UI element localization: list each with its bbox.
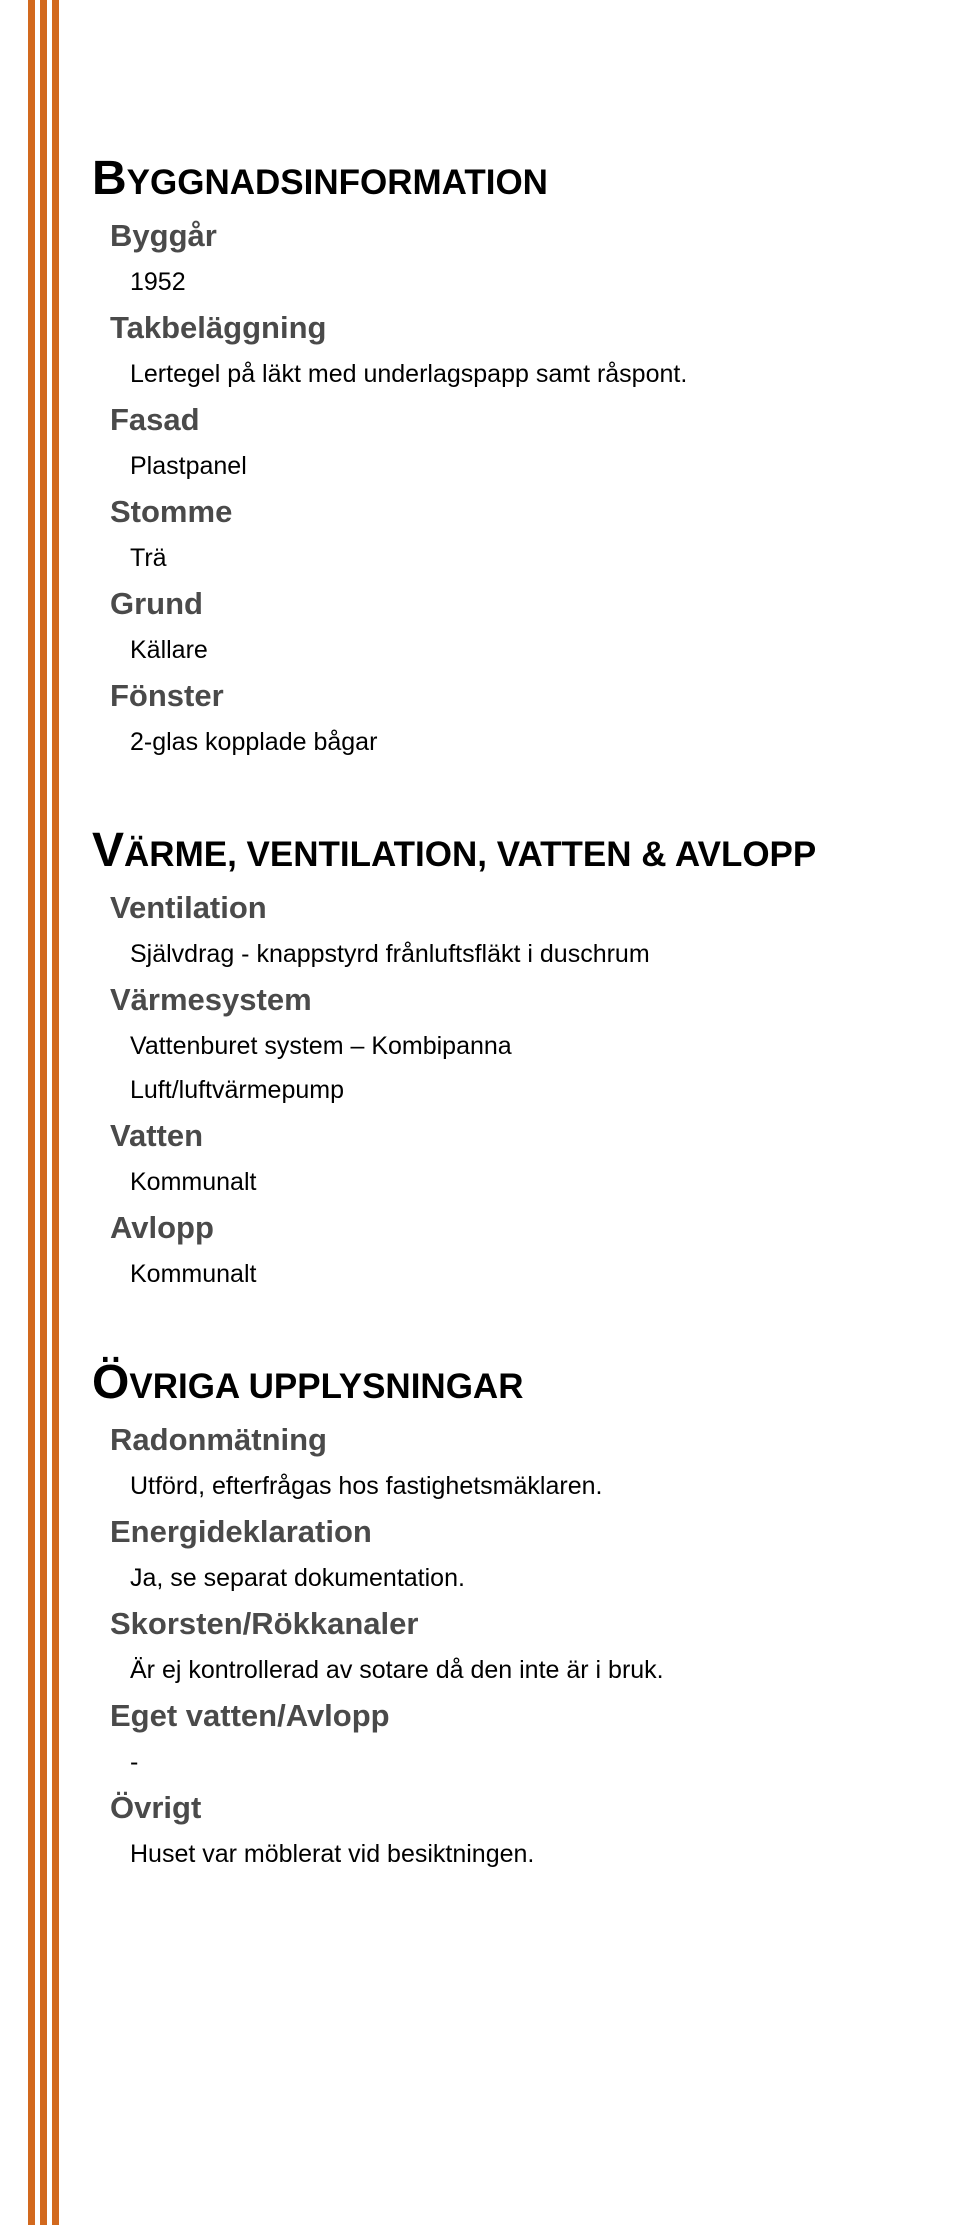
field-value: Huset var möblerat vid besiktningen. [130, 1840, 535, 1868]
field-varmesystem [110, 976, 942, 1112]
field-label: Stomme [110, 494, 233, 529]
decorative-stripe-2 [40, 0, 47, 2225]
field-label: Fönster [110, 678, 224, 713]
field-value: Utförd, efterfrågas hos fastighetsmäklaren. [130, 1472, 603, 1500]
field-label: Byggår [110, 218, 217, 253]
field-value: Självdrag - knappstyrd frånluftsfläkt i duschrum [130, 940, 650, 968]
field-skorsten [110, 1600, 942, 1692]
field-label: Fasad [110, 402, 200, 437]
field-energideklaration [110, 1508, 942, 1600]
field-label: Takbeläggning [110, 310, 327, 345]
field-label: Övrigt [110, 1790, 202, 1825]
field-label: Grund [110, 586, 203, 621]
section-title: VÄRME, VENTILATION, VATTEN & AVLOPP [92, 824, 817, 877]
field-avlopp [110, 1204, 942, 1296]
field-label: Energideklaration [110, 1514, 372, 1549]
field-value: Källare [130, 636, 208, 664]
field-value: Plastpanel [130, 452, 247, 480]
field-takbelaggning [110, 304, 942, 396]
field-fonster [110, 672, 942, 764]
document-content [92, 150, 942, 1934]
section-ovriga-upplysningar [92, 1354, 942, 1876]
field-value: Trä [130, 544, 167, 572]
field-value: 2-glas kopplade bågar [130, 728, 378, 756]
decorative-stripe-3 [52, 0, 59, 2225]
field-label: Avlopp [110, 1210, 214, 1245]
field-value: Kommunalt [130, 1260, 257, 1288]
field-label: Radonmätning [110, 1422, 327, 1457]
field-value: Ja, se separat dokumentation. [130, 1564, 465, 1592]
field-stomme [110, 488, 942, 580]
field-grund [110, 580, 942, 672]
section-title: BYGGNADSINFORMATION [92, 152, 548, 205]
field-radonmatning [110, 1416, 942, 1508]
field-value: Luft/luftvärmepump [130, 1076, 344, 1104]
field-value: Lertegel på läkt med underlagspapp samt råspont. [130, 360, 688, 388]
field-value: 1952 [130, 268, 186, 296]
field-value: Kommunalt [130, 1168, 257, 1196]
section-varme-ventilation [92, 822, 942, 1296]
field-value: Vattenburet system – Kombipanna [130, 1032, 512, 1060]
field-ovrigt [110, 1784, 942, 1876]
field-ventilation [110, 884, 942, 976]
field-label: Eget vatten/Avlopp [110, 1698, 390, 1733]
field-vatten [110, 1112, 942, 1204]
section-title: ÖVRIGA UPPLYSNINGAR [92, 1356, 524, 1409]
field-label: Skorsten/Rökkanaler [110, 1606, 419, 1641]
field-fasad [110, 396, 942, 488]
decorative-stripe-1 [28, 0, 35, 2225]
field-eget-vatten [110, 1692, 942, 1784]
field-value: - [130, 1748, 139, 1776]
field-label: Vatten [110, 1118, 204, 1153]
field-value: Är ej kontrollerad av sotare då den inte är i bruk. [130, 1656, 664, 1684]
field-label: Ventilation [110, 890, 267, 925]
field-byggar [110, 212, 942, 304]
section-byggnadsinformation [92, 150, 942, 764]
field-label: Värmesystem [110, 982, 312, 1017]
